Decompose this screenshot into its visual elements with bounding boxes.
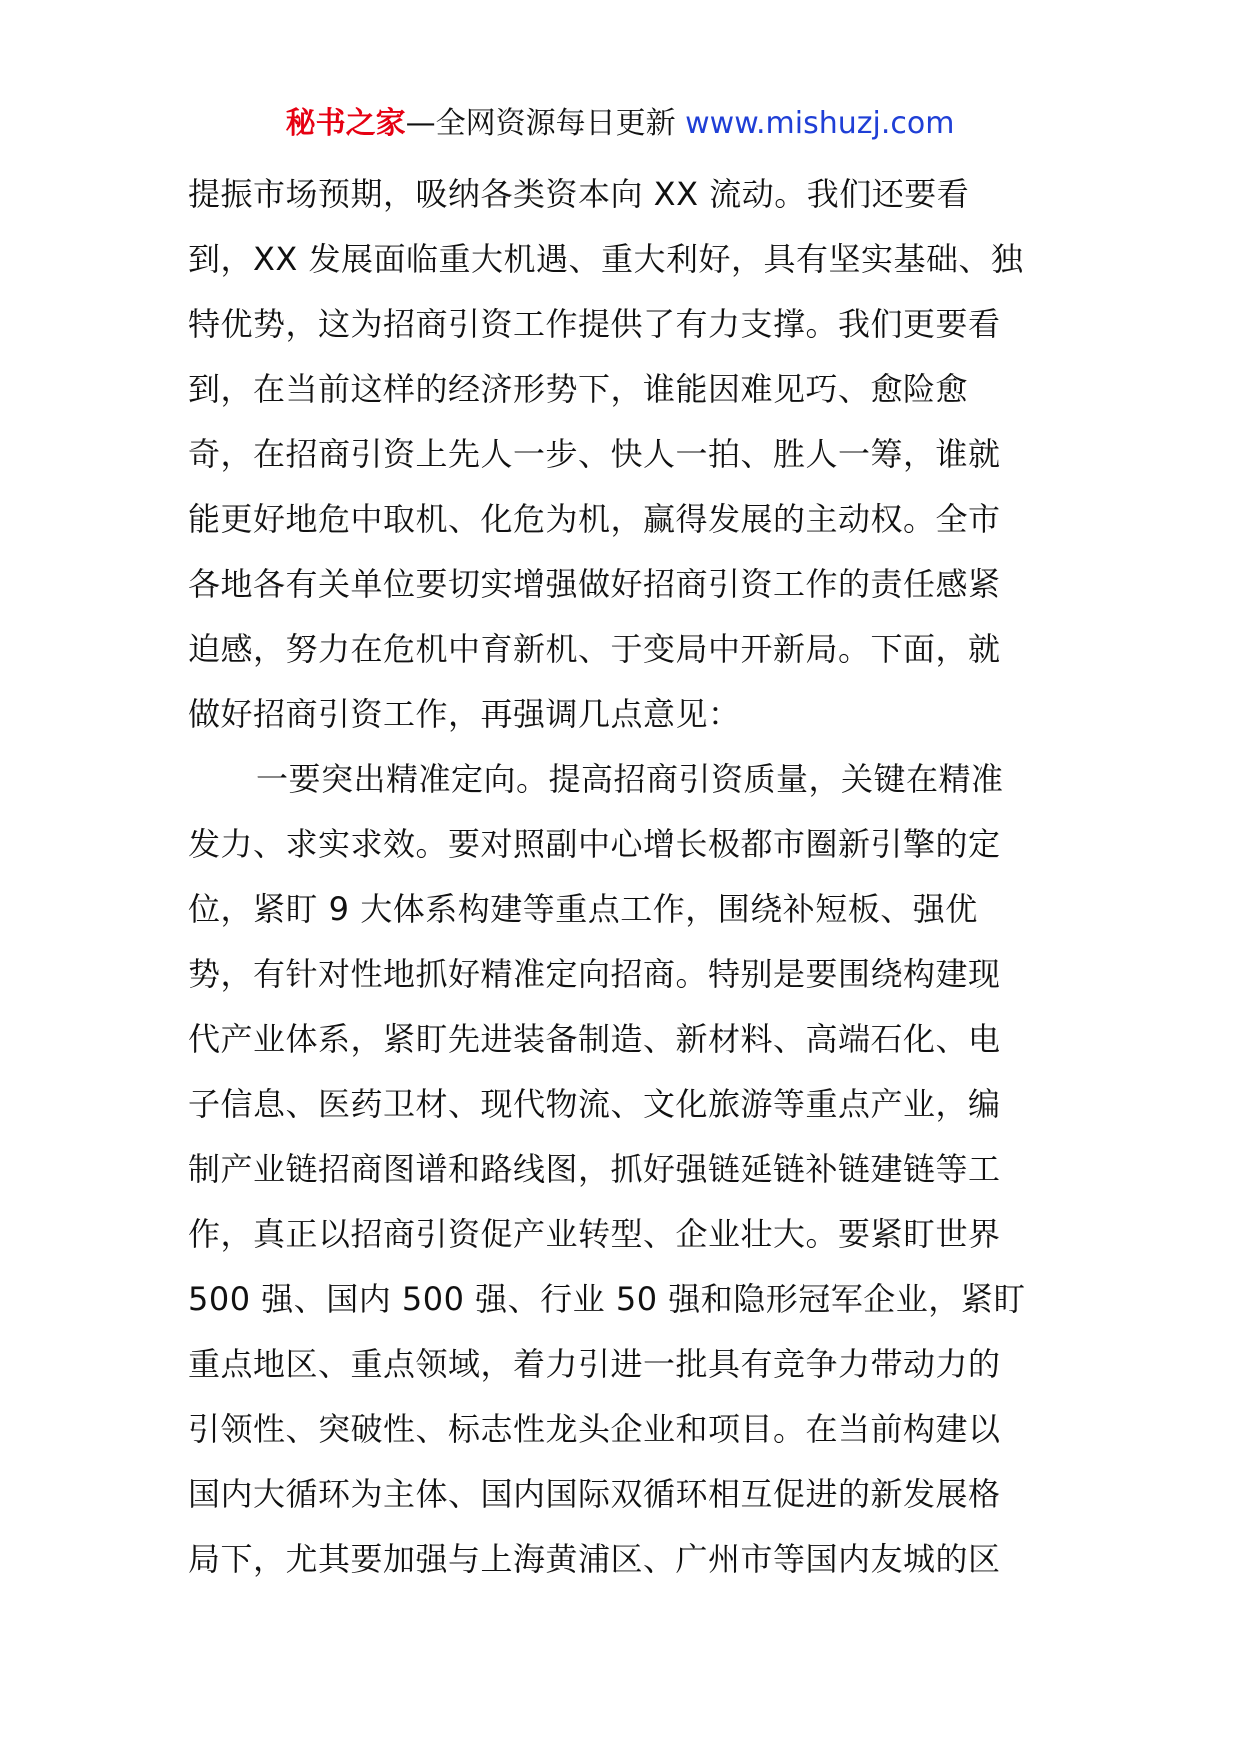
text-line: 局下，尤其要加强与上海黄浦区、广州市等国内友城的区 bbox=[188, 1540, 1001, 1578]
text-line: 500 强、国内 500 强、行业 50 强和隐形冠军企业，紧盯 bbox=[188, 1280, 1026, 1318]
brand-name: 秘书之家 bbox=[285, 106, 406, 141]
header-tagline: —全网资源每日更新 bbox=[405, 106, 686, 141]
site-url-link[interactable]: www.mishuzj.com bbox=[685, 106, 955, 141]
text-line: 做好招商引资工作，再强调几点意见： bbox=[188, 695, 741, 733]
text-line: 作，真正以招商引资促产业转型、企业壮大。要紧盯世界 bbox=[188, 1215, 1001, 1253]
text-line: 发力、求实求效。要对照副中心增长极都市圈新引擎的定 bbox=[188, 825, 1001, 863]
text-line: 国内大循环为主体、国内国际双循环相互促进的新发展格 bbox=[188, 1475, 1001, 1513]
text-line: 提振市场预期，吸纳各类资本向 XX 流动。我们还要看 bbox=[188, 175, 970, 213]
text-line: 制产业链招商图谱和路线图，抓好强链延链补链建链等工 bbox=[188, 1150, 1001, 1188]
document-body bbox=[188, 162, 1058, 1592]
text-line: 特优势，这为招商引资工作提供了有力支撑。我们更要看 bbox=[188, 305, 1001, 343]
text-line: 位，紧盯 9 大体系构建等重点工作，围绕补短板、强优 bbox=[188, 890, 978, 928]
text-line: 各地各有关单位要切实增强做好招商引资工作的责任感紧 bbox=[188, 565, 1001, 603]
text-line: 子信息、医药卫材、现代物流、文化旅游等重点产业，编 bbox=[188, 1085, 1001, 1123]
text-line: 迫感，努力在危机中育新机、于变局中开新局。下面，就 bbox=[188, 630, 1001, 668]
site-header bbox=[0, 104, 1240, 144]
text-line: 代产业体系，紧盯先进装备制造、新材料、高端石化、电 bbox=[188, 1020, 1001, 1058]
text-line: 势，有针对性地抓好精准定向招商。特别是要围绕构建现 bbox=[188, 955, 1001, 993]
text-line: 重点地区、重点领域，着力引进一批具有竞争力带动力的 bbox=[188, 1345, 1001, 1383]
text-line: 能更好地危中取机、化危为机，赢得发展的主动权。全市 bbox=[188, 500, 1001, 538]
text-line: 到，XX 发展面临重大机遇、重大利好，具有坚实基础、独 bbox=[188, 240, 1024, 278]
text-line: 引领性、突破性、标志性龙头企业和项目。在当前构建以 bbox=[188, 1410, 1001, 1448]
text-line: 到，在当前这样的经济形势下，谁能因难见巧、愈险愈 bbox=[188, 370, 969, 408]
paragraph-start-line: 一要突出精准定向。提高招商引资质量，关键在精准 bbox=[256, 760, 1004, 798]
text-line: 奇，在招商引资上先人一步、快人一拍、胜人一筹，谁就 bbox=[188, 435, 1001, 473]
